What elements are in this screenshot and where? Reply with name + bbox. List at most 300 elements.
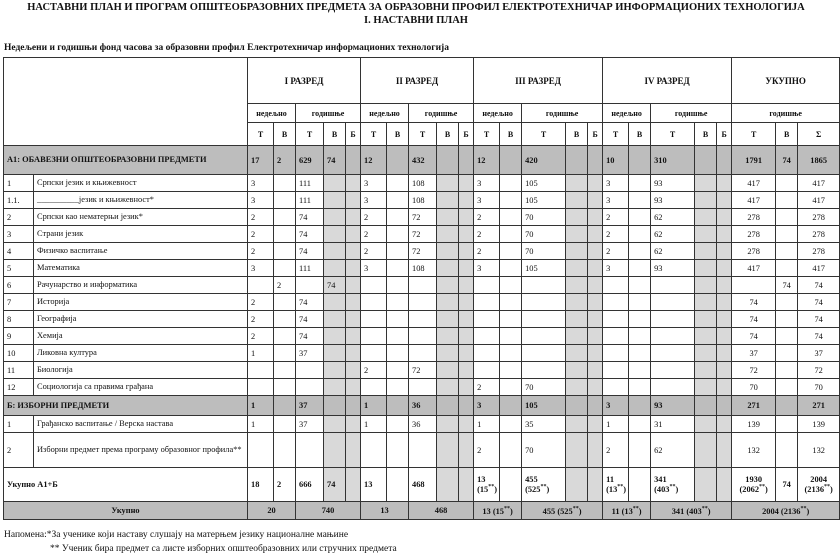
hours-cell — [409, 277, 437, 294]
hours-cell — [522, 294, 566, 311]
hours-cell — [274, 311, 296, 328]
hours-cell — [437, 379, 459, 396]
hours-cell — [459, 379, 474, 396]
hours-cell: 2 — [361, 243, 387, 260]
hours-cell — [387, 277, 409, 294]
hours-cell — [387, 416, 409, 433]
hours-cell — [776, 345, 798, 362]
header-column-letter: В — [324, 123, 346, 146]
hours-cell: 17 — [248, 146, 274, 175]
header-grade-4: IV РАЗРЕД — [603, 58, 732, 104]
hours-cell — [500, 328, 522, 345]
hours-cell: 420 — [522, 146, 566, 175]
hours-cell — [695, 396, 717, 416]
hours-cell — [717, 243, 732, 260]
hours-cell: 35 — [522, 416, 566, 433]
hours-cell: 278 — [732, 209, 776, 226]
hours-cell: 108 — [409, 260, 437, 277]
hours-cell: 74 — [732, 328, 776, 345]
hours-cell: 3 — [474, 396, 500, 416]
hours-cell: 2 — [474, 243, 500, 260]
hours-cell — [629, 175, 651, 192]
hours-cell — [409, 294, 437, 311]
hours-cell — [500, 209, 522, 226]
hours-cell — [459, 146, 474, 175]
hours-cell — [500, 243, 522, 260]
row-number: 3 — [4, 226, 34, 243]
row-number: 8 — [4, 311, 34, 328]
section-a-row — [4, 146, 840, 175]
hours-cell: 341 (403**) — [651, 468, 695, 502]
hours-cell: 18 — [248, 468, 274, 502]
hours-cell: 36 — [409, 396, 437, 416]
hours-cell — [566, 209, 588, 226]
hours-cell — [695, 468, 717, 502]
hours-cell — [695, 243, 717, 260]
hours-cell — [500, 416, 522, 433]
hours-cell — [324, 226, 346, 243]
hours-cell — [296, 379, 324, 396]
hours-cell — [588, 175, 603, 192]
hours-cell — [387, 328, 409, 345]
hours-cell — [437, 146, 459, 175]
hours-cell: 74 — [296, 209, 324, 226]
hours-cell — [296, 433, 324, 468]
hours-cell: 417 — [732, 260, 776, 277]
hours-cell — [500, 311, 522, 328]
hours-cell — [437, 192, 459, 209]
hours-cell: 2 — [248, 209, 274, 226]
hours-cell: 74 — [296, 226, 324, 243]
hours-cell — [248, 379, 274, 396]
hours-cell — [588, 294, 603, 311]
hours-cell — [437, 226, 459, 243]
subject-row — [4, 226, 840, 243]
hours-cell: 37 — [296, 345, 324, 362]
hours-cell — [629, 294, 651, 311]
hours-cell — [346, 379, 361, 396]
total-cell: 13 — [361, 502, 409, 520]
hours-cell: 13 — [361, 468, 387, 502]
hours-cell — [500, 345, 522, 362]
header-column-letter: Т — [361, 123, 387, 146]
hours-cell — [695, 146, 717, 175]
hours-cell — [387, 396, 409, 416]
hours-cell: 74 — [296, 243, 324, 260]
hours-cell — [522, 311, 566, 328]
header-weekly: недељно — [361, 104, 409, 123]
subject-name: Историја — [34, 294, 248, 311]
hours-cell: 74 — [296, 328, 324, 345]
hours-cell — [588, 243, 603, 260]
hours-cell — [588, 416, 603, 433]
hours-cell — [361, 328, 387, 345]
hours-cell — [588, 226, 603, 243]
header-weekly: недељно — [474, 104, 522, 123]
subject-row — [4, 209, 840, 226]
hours-cell — [651, 345, 695, 362]
hours-cell: 2 — [474, 379, 500, 396]
hours-cell — [566, 416, 588, 433]
hours-cell — [629, 260, 651, 277]
row-number: 11 — [4, 362, 34, 379]
hours-cell — [566, 260, 588, 277]
hours-cell: 72 — [409, 362, 437, 379]
hours-cell — [474, 328, 500, 345]
hours-cell: 3 — [474, 175, 500, 192]
hours-cell: 62 — [651, 209, 695, 226]
hours-cell — [409, 379, 437, 396]
hours-cell — [717, 209, 732, 226]
hours-cell — [695, 311, 717, 328]
hours-cell — [346, 192, 361, 209]
hours-cell — [387, 260, 409, 277]
hours-cell — [776, 433, 798, 468]
hours-cell — [324, 328, 346, 345]
document-subtitle: I. НАСТАВНИ ПЛАН — [364, 15, 468, 26]
hours-cell — [437, 396, 459, 416]
hours-cell: 1 — [248, 416, 274, 433]
hours-cell: 72 — [798, 362, 840, 379]
hours-cell — [629, 311, 651, 328]
hours-cell — [324, 345, 346, 362]
hours-cell — [459, 328, 474, 345]
hours-cell — [588, 260, 603, 277]
hours-cell — [459, 345, 474, 362]
hours-cell — [437, 311, 459, 328]
hours-cell — [500, 362, 522, 379]
subject-name: Физичко васпитање — [34, 243, 248, 260]
hours-cell — [695, 379, 717, 396]
hours-cell — [437, 277, 459, 294]
hours-cell: 3 — [248, 175, 274, 192]
hours-cell: 70 — [522, 209, 566, 226]
hours-cell — [459, 226, 474, 243]
hours-cell — [651, 311, 695, 328]
hours-cell — [387, 175, 409, 192]
hours-cell — [588, 277, 603, 294]
header-column-letter: Б — [717, 123, 732, 146]
total-cell: 20 — [248, 502, 296, 520]
hours-cell — [522, 362, 566, 379]
hours-cell — [500, 146, 522, 175]
hours-cell: 108 — [409, 192, 437, 209]
subject-name: Ликовна култура — [34, 345, 248, 362]
hours-cell — [346, 146, 361, 175]
hours-cell: 93 — [651, 260, 695, 277]
hours-cell — [695, 328, 717, 345]
subject-name: Математика — [34, 260, 248, 277]
hours-cell — [629, 416, 651, 433]
hours-cell — [437, 328, 459, 345]
hours-cell — [651, 277, 695, 294]
hours-cell — [717, 146, 732, 175]
row-label: Укупно А1+Б — [4, 468, 248, 502]
hours-cell — [409, 433, 437, 468]
hours-cell: 2 — [248, 243, 274, 260]
hours-cell: 1 — [248, 396, 274, 416]
hours-cell: 74 — [798, 311, 840, 328]
hours-cell: 62 — [651, 243, 695, 260]
hours-cell — [346, 362, 361, 379]
hours-cell: 111 — [296, 192, 324, 209]
hours-cell: 111 — [296, 260, 324, 277]
hours-cell — [695, 416, 717, 433]
hours-cell: 74 — [776, 468, 798, 502]
hours-cell — [346, 311, 361, 328]
hours-cell: 2 — [361, 362, 387, 379]
hours-cell: 2 — [603, 226, 629, 243]
hours-cell: 37 — [732, 345, 776, 362]
hours-cell — [603, 277, 629, 294]
hours-cell — [361, 311, 387, 328]
subject-name: Географија — [34, 311, 248, 328]
subject-row — [4, 345, 840, 362]
hours-cell — [603, 362, 629, 379]
hours-cell — [717, 311, 732, 328]
hours-cell — [629, 433, 651, 468]
header-column-letter: Б — [459, 123, 474, 146]
hours-cell — [274, 379, 296, 396]
header-column-letter: Т — [603, 123, 629, 146]
hours-cell: 72 — [732, 362, 776, 379]
section-b-row — [4, 396, 840, 416]
hours-cell — [776, 328, 798, 345]
hours-cell — [274, 416, 296, 433]
hours-cell — [695, 294, 717, 311]
hours-cell: 74 — [776, 277, 798, 294]
hours-cell — [324, 379, 346, 396]
hours-cell: 2 — [603, 243, 629, 260]
hours-cell — [387, 345, 409, 362]
hours-cell — [717, 260, 732, 277]
hours-cell: 70 — [522, 433, 566, 468]
hours-cell — [437, 175, 459, 192]
hours-cell — [474, 345, 500, 362]
hours-cell — [776, 226, 798, 243]
hours-cell — [324, 175, 346, 192]
hours-cell — [437, 433, 459, 468]
hours-cell — [387, 243, 409, 260]
hours-cell — [566, 345, 588, 362]
hours-cell — [274, 209, 296, 226]
hours-cell — [776, 294, 798, 311]
header-column-letter: В — [274, 123, 296, 146]
hours-cell: 2004 (2136**) — [798, 468, 840, 502]
hours-cell — [500, 192, 522, 209]
hours-cell — [274, 226, 296, 243]
hours-cell: 2 — [248, 294, 274, 311]
hours-cell — [500, 396, 522, 416]
hours-cell: 74 — [324, 146, 346, 175]
hours-cell: 666 — [296, 468, 324, 502]
hours-cell — [629, 146, 651, 175]
hours-cell: 417 — [732, 192, 776, 209]
header-column-letter: В — [629, 123, 651, 146]
hours-cell — [566, 277, 588, 294]
hours-cell — [387, 209, 409, 226]
subject-name: Страни језик — [34, 226, 248, 243]
hours-cell — [603, 311, 629, 328]
hours-cell — [588, 396, 603, 416]
hours-cell — [588, 209, 603, 226]
hours-cell — [588, 311, 603, 328]
hours-cell: 37 — [296, 416, 324, 433]
hours-cell — [717, 175, 732, 192]
hours-cell — [566, 362, 588, 379]
hours-cell — [588, 345, 603, 362]
hours-cell: 70 — [798, 379, 840, 396]
hours-cell — [500, 226, 522, 243]
hours-cell — [566, 243, 588, 260]
elective-row — [4, 416, 840, 433]
hours-cell — [695, 362, 717, 379]
hours-cell — [566, 311, 588, 328]
hours-cell: 278 — [732, 243, 776, 260]
hours-cell — [603, 294, 629, 311]
hours-cell — [629, 209, 651, 226]
hours-cell — [274, 192, 296, 209]
hours-cell: 271 — [732, 396, 776, 416]
hours-cell — [324, 209, 346, 226]
total-cell: 468 — [409, 502, 474, 520]
hours-cell: 3 — [603, 192, 629, 209]
hours-cell: 278 — [798, 226, 840, 243]
hours-cell — [717, 277, 732, 294]
hours-cell — [296, 362, 324, 379]
row-number: 7 — [4, 294, 34, 311]
hours-cell — [274, 243, 296, 260]
hours-cell: 3 — [474, 260, 500, 277]
header-blank — [4, 58, 248, 146]
hours-cell — [248, 277, 274, 294]
hours-cell — [324, 311, 346, 328]
hours-cell: 74 — [296, 294, 324, 311]
hours-cell: 3 — [603, 396, 629, 416]
hours-cell: 139 — [732, 416, 776, 433]
hours-cell: 468 — [409, 468, 437, 502]
subject-row — [4, 260, 840, 277]
hours-cell — [437, 345, 459, 362]
hours-cell — [776, 209, 798, 226]
hours-cell — [566, 396, 588, 416]
hours-cell: 2 — [248, 328, 274, 345]
hours-cell — [603, 379, 629, 396]
hours-cell: 62 — [651, 433, 695, 468]
hours-cell — [274, 260, 296, 277]
hours-cell — [361, 379, 387, 396]
hours-cell — [695, 277, 717, 294]
hours-cell — [346, 260, 361, 277]
header-column-letter: Б — [588, 123, 603, 146]
row-number: 2 — [4, 209, 34, 226]
header-column-letter: Т — [732, 123, 776, 146]
hours-cell — [361, 277, 387, 294]
hours-cell — [603, 328, 629, 345]
hours-cell — [409, 328, 437, 345]
hours-cell: 2 — [474, 209, 500, 226]
hours-cell — [346, 243, 361, 260]
hours-cell: 3 — [248, 192, 274, 209]
hours-cell: 417 — [732, 175, 776, 192]
header-weekly: недељно — [248, 104, 296, 123]
subject-row — [4, 294, 840, 311]
header-yearly: годишње — [409, 104, 474, 123]
hours-cell: 105 — [522, 175, 566, 192]
row-label: Б: ИЗБОРНИ ПРЕДМЕТИ — [4, 396, 248, 416]
hours-cell — [588, 328, 603, 345]
hours-cell — [695, 192, 717, 209]
hours-cell — [437, 260, 459, 277]
hours-cell — [346, 209, 361, 226]
hours-cell — [459, 294, 474, 311]
hours-cell — [776, 175, 798, 192]
hours-cell — [776, 260, 798, 277]
hours-cell: 62 — [651, 226, 695, 243]
hours-cell — [324, 362, 346, 379]
hours-cell: 37 — [296, 396, 324, 416]
hours-cell: 432 — [409, 146, 437, 175]
hours-cell — [566, 175, 588, 192]
hours-cell: 271 — [798, 396, 840, 416]
hours-cell: 70 — [522, 379, 566, 396]
hours-cell — [588, 146, 603, 175]
header-column-letter: В — [566, 123, 588, 146]
hours-cell: 74 — [296, 311, 324, 328]
hours-cell: 2 — [274, 146, 296, 175]
subject-row — [4, 311, 840, 328]
hours-cell — [776, 192, 798, 209]
hours-cell — [459, 416, 474, 433]
header-grade-1: I РАЗРЕД — [248, 58, 361, 104]
hours-cell — [324, 416, 346, 433]
hours-cell — [717, 379, 732, 396]
subject-row — [4, 175, 840, 192]
hours-cell — [409, 311, 437, 328]
hours-cell — [459, 311, 474, 328]
hours-cell: 3 — [474, 192, 500, 209]
hours-cell: 310 — [651, 146, 695, 175]
total-cell: 11 (13**) — [603, 502, 651, 520]
hours-cell: 2 — [361, 209, 387, 226]
hours-cell — [500, 433, 522, 468]
hours-cell — [274, 433, 296, 468]
hours-cell: 2 — [248, 311, 274, 328]
hours-cell — [588, 433, 603, 468]
subject-row — [4, 277, 840, 294]
hours-cell — [346, 416, 361, 433]
hours-cell: 132 — [732, 433, 776, 468]
hours-cell: 3 — [248, 260, 274, 277]
header-column-letter: Σ — [798, 123, 840, 146]
hours-cell — [695, 175, 717, 192]
row-label: А1: ОБАВЕЗНИ ОПШТЕОБРАЗОВНИ ПРЕДМЕТИ — [4, 146, 248, 175]
hours-cell — [651, 294, 695, 311]
header-yearly: годишње — [732, 104, 840, 123]
hours-cell: 1 — [474, 416, 500, 433]
hours-cell: 36 — [409, 416, 437, 433]
header-yearly: годишње — [651, 104, 732, 123]
hours-cell — [387, 433, 409, 468]
hours-cell — [459, 396, 474, 416]
hours-cell — [717, 433, 732, 468]
hours-cell: 70 — [522, 243, 566, 260]
subject-name: Хемија — [34, 328, 248, 345]
header-column-letter: В — [695, 123, 717, 146]
hours-cell — [459, 277, 474, 294]
hours-cell — [695, 260, 717, 277]
hours-cell — [651, 328, 695, 345]
